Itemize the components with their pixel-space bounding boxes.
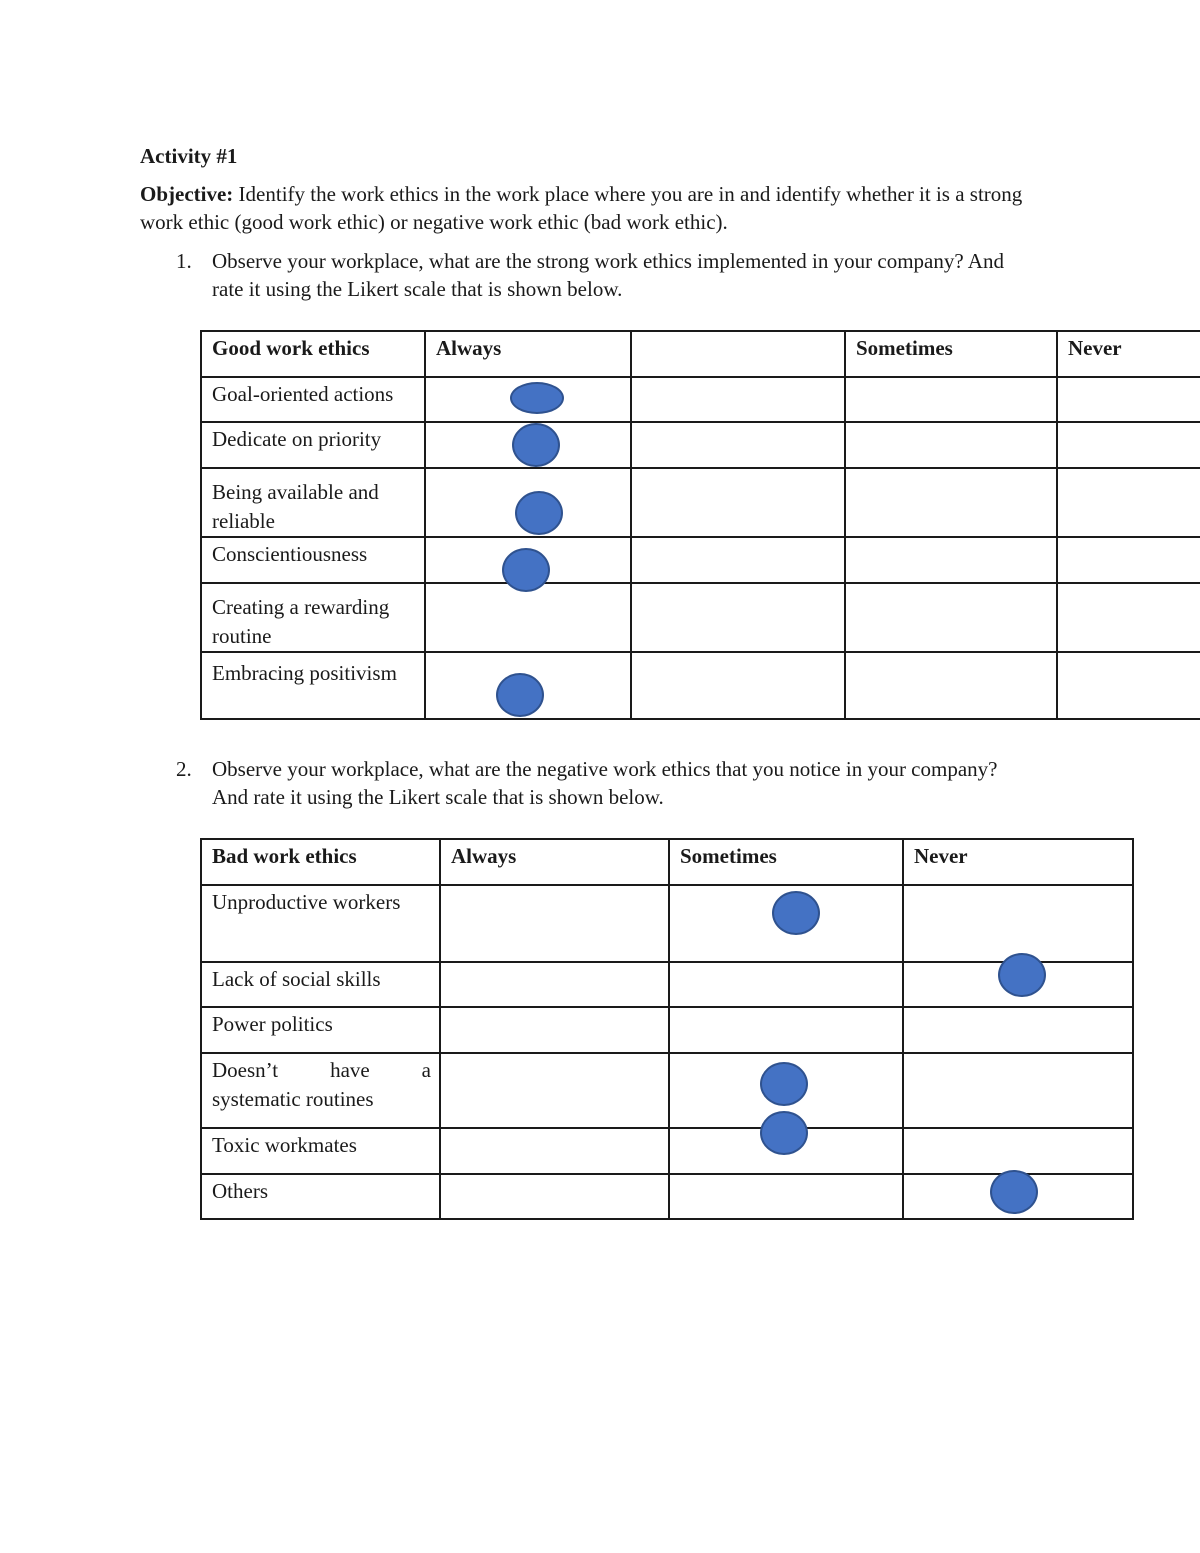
cell-never[interactable] bbox=[903, 885, 1133, 962]
question-1-line-2: rate it using the Likert scale that is shown below. bbox=[212, 277, 623, 301]
table-header-row bbox=[201, 839, 1133, 885]
cell-always[interactable] bbox=[425, 422, 631, 468]
cell-never[interactable] bbox=[903, 1007, 1133, 1053]
row-label: Others bbox=[201, 1174, 440, 1219]
row-label: Embracing positivism bbox=[201, 652, 425, 719]
row-label: Power politics bbox=[201, 1007, 440, 1053]
row-label-word: Doesn’t bbox=[212, 1058, 279, 1082]
row-label-line-1 bbox=[212, 1056, 431, 1085]
cell-sometimes[interactable] bbox=[845, 583, 1057, 652]
row-label: Unproductive workers bbox=[201, 885, 440, 962]
row-label-line-2: systematic routines bbox=[212, 1087, 374, 1111]
table-row bbox=[201, 468, 1200, 537]
cell-sometimes[interactable] bbox=[845, 652, 1057, 719]
cell-blank[interactable] bbox=[631, 422, 845, 468]
header-always: Always bbox=[440, 839, 669, 885]
header-bad-work-ethics: Bad work ethics bbox=[201, 839, 440, 885]
table-row bbox=[201, 962, 1133, 1007]
table-row bbox=[201, 422, 1200, 468]
cell-sometimes[interactable] bbox=[845, 468, 1057, 537]
row-label: Toxic workmates bbox=[201, 1128, 440, 1174]
cell-never[interactable] bbox=[903, 1174, 1133, 1219]
cell-sometimes[interactable] bbox=[845, 377, 1057, 422]
cell-sometimes[interactable] bbox=[845, 422, 1057, 468]
cell-never[interactable] bbox=[1057, 583, 1200, 652]
rating-marker bbox=[998, 953, 1046, 997]
question-1-line-1: Observe your workplace, what are the strong work ethics implemented in your company? And bbox=[212, 249, 1004, 273]
cell-always[interactable] bbox=[425, 652, 631, 719]
objective-line-2: work ethic (good work ethic) or negative work ethic (bad work ethic). bbox=[140, 210, 728, 234]
question-2-line-2: And rate it using the Likert scale that is shown below. bbox=[212, 785, 664, 809]
cell-always[interactable] bbox=[440, 962, 669, 1007]
header-never: Never bbox=[903, 839, 1133, 885]
table-row bbox=[201, 652, 1200, 719]
rating-marker bbox=[512, 423, 560, 467]
question-2-line-1: Observe your workplace, what are the negative work ethics that you notice in your company? bbox=[212, 757, 998, 781]
table-row bbox=[201, 1007, 1133, 1053]
rating-marker bbox=[515, 491, 563, 535]
cell-never[interactable] bbox=[1057, 377, 1200, 422]
objective-line-1 bbox=[140, 180, 1022, 208]
row-label: Dedicate on priority bbox=[201, 422, 425, 468]
cell-never[interactable] bbox=[1057, 468, 1200, 537]
cell-blank[interactable] bbox=[631, 537, 845, 583]
header-sometimes: Sometimes bbox=[669, 839, 903, 885]
rating-marker bbox=[760, 1111, 808, 1155]
row-label-word: a bbox=[421, 1058, 431, 1082]
table-row bbox=[201, 885, 1133, 962]
cell-always[interactable] bbox=[425, 537, 631, 583]
cell-blank[interactable] bbox=[631, 377, 845, 422]
cell-never[interactable] bbox=[903, 1053, 1133, 1128]
cell-sometimes[interactable] bbox=[669, 962, 903, 1007]
row-label: Being available and reliable bbox=[201, 468, 425, 537]
cell-blank[interactable] bbox=[631, 468, 845, 537]
table-row bbox=[201, 377, 1200, 422]
good-work-ethics-table bbox=[200, 330, 1200, 720]
cell-always[interactable] bbox=[440, 1007, 669, 1053]
question-1-number: 1. bbox=[176, 249, 192, 273]
rating-marker bbox=[510, 382, 564, 414]
cell-sometimes[interactable] bbox=[669, 1128, 903, 1174]
cell-always[interactable] bbox=[440, 1053, 669, 1128]
cell-always[interactable] bbox=[440, 1128, 669, 1174]
cell-always[interactable] bbox=[425, 583, 631, 652]
rating-marker bbox=[760, 1062, 808, 1106]
table-row bbox=[201, 583, 1200, 652]
table-row bbox=[201, 1128, 1133, 1174]
cell-sometimes[interactable] bbox=[669, 885, 903, 962]
objective-text-1: Identify the work ethics in the work place where you are in and identify whether it is a strong bbox=[238, 182, 1023, 206]
cell-always[interactable] bbox=[440, 1174, 669, 1219]
cell-never[interactable] bbox=[1057, 422, 1200, 468]
bad-work-ethics-table bbox=[200, 838, 1134, 1220]
row-label-word: have bbox=[330, 1058, 370, 1082]
cell-always[interactable] bbox=[440, 885, 669, 962]
rating-marker bbox=[990, 1170, 1038, 1214]
table-row bbox=[201, 537, 1200, 583]
row-label: Lack of social skills bbox=[201, 962, 440, 1007]
header-always: Always bbox=[425, 331, 631, 377]
row-label: Goal-oriented actions bbox=[201, 377, 425, 422]
cell-sometimes[interactable] bbox=[669, 1174, 903, 1219]
cell-always[interactable] bbox=[425, 468, 631, 537]
cell-blank[interactable] bbox=[631, 583, 845, 652]
table-row bbox=[201, 1174, 1133, 1219]
cell-never[interactable] bbox=[903, 962, 1133, 1007]
row-label: Conscientiousness bbox=[201, 537, 425, 583]
activity-heading: Activity #1 bbox=[140, 144, 238, 168]
objective-label: Objective: bbox=[140, 182, 234, 206]
cell-sometimes[interactable] bbox=[845, 537, 1057, 583]
table-header-row bbox=[201, 331, 1200, 377]
cell-blank[interactable] bbox=[631, 652, 845, 719]
row-label: Creating a rewarding routine bbox=[201, 583, 425, 652]
rating-marker bbox=[772, 891, 820, 935]
cell-never[interactable] bbox=[903, 1128, 1133, 1174]
header-sometimes: Sometimes bbox=[845, 331, 1057, 377]
table-row bbox=[201, 1053, 1133, 1128]
header-blank bbox=[631, 331, 845, 377]
cell-sometimes[interactable] bbox=[669, 1007, 903, 1053]
cell-never[interactable] bbox=[1057, 652, 1200, 719]
header-never: Never bbox=[1057, 331, 1200, 377]
question-2-number: 2. bbox=[176, 757, 192, 781]
row-label bbox=[201, 1053, 440, 1128]
cell-always[interactable] bbox=[425, 377, 631, 422]
cell-never[interactable] bbox=[1057, 537, 1200, 583]
rating-marker bbox=[496, 673, 544, 717]
header-good-work-ethics: Good work ethics bbox=[201, 331, 425, 377]
